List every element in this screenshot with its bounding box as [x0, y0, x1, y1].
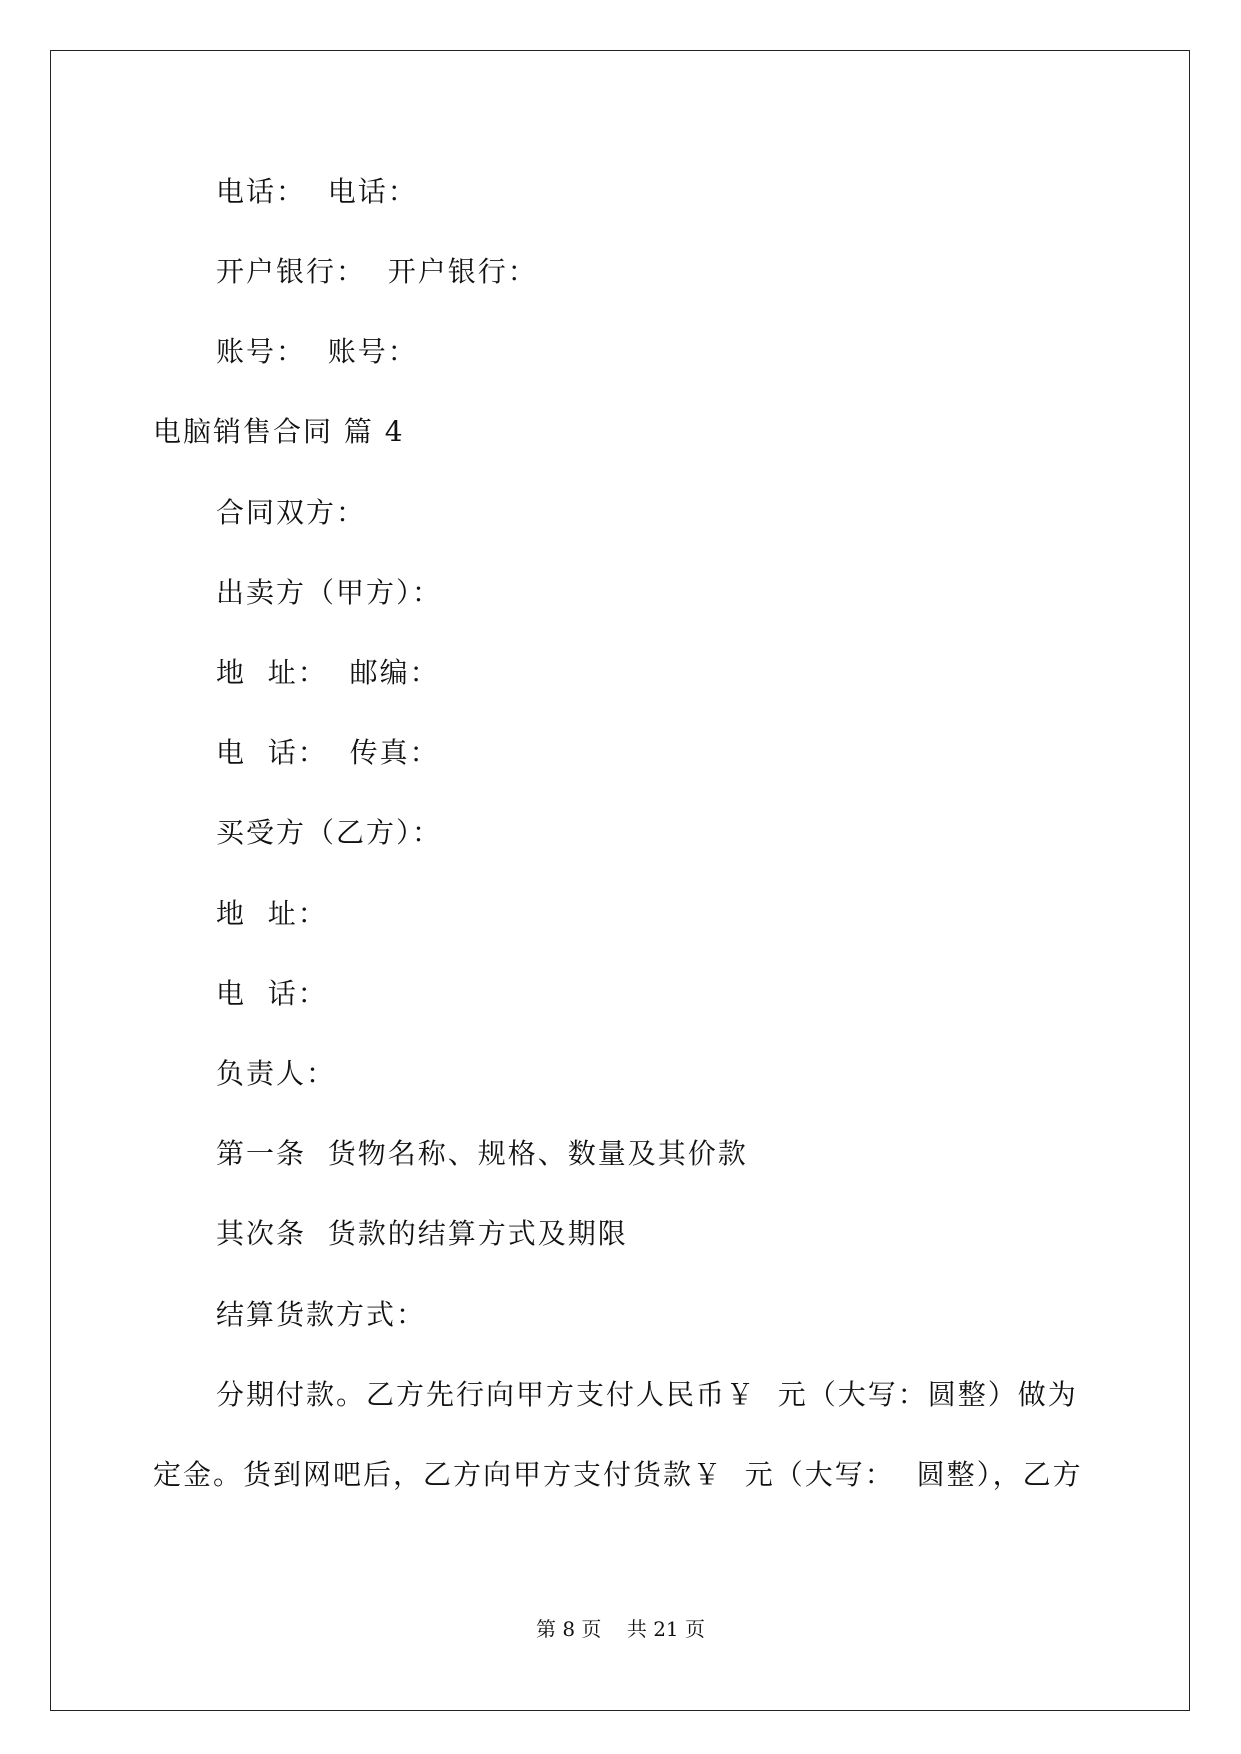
section-heading: 电脑销售合同 篇 4 [153, 415, 405, 448]
seller-address-line: 地 址： 邮编： [216, 656, 440, 689]
paragraph-line-1: 分期付款。乙方先行向甲方支付人民币￥ 元（大写：圆整）做为 [216, 1378, 1078, 1411]
responsible-person-line: 负责人： [216, 1057, 337, 1090]
seller-phone-line: 电 话： 传真： [216, 736, 440, 769]
article-two-line: 其次条 货款的结算方式及期限 [216, 1217, 628, 1250]
payment-method-line: 结算货款方式： [216, 1298, 427, 1331]
bank-line: 开户银行： 开户银行： [216, 255, 538, 288]
buyer-address-line: 地 址： [216, 897, 328, 930]
parties-line: 合同双方： [216, 496, 367, 529]
buyer-phone-line: 电 话： [216, 977, 328, 1010]
phone-line: 电话： 电话： [216, 175, 418, 208]
paragraph-line-2: 定金。货到网吧后，乙方向甲方支付货款￥ 元（大写： 圆整），乙方 [153, 1458, 1083, 1491]
account-line: 账号： 账号： [216, 335, 418, 368]
seller-line: 出卖方（甲方）： [216, 576, 443, 609]
buyer-line: 买受方（乙方）： [216, 816, 443, 849]
article-one-line: 第一条 货物名称、规格、数量及其价款 [216, 1137, 748, 1170]
page-number: 第 8 页 共 21 页 [535, 1617, 706, 1641]
